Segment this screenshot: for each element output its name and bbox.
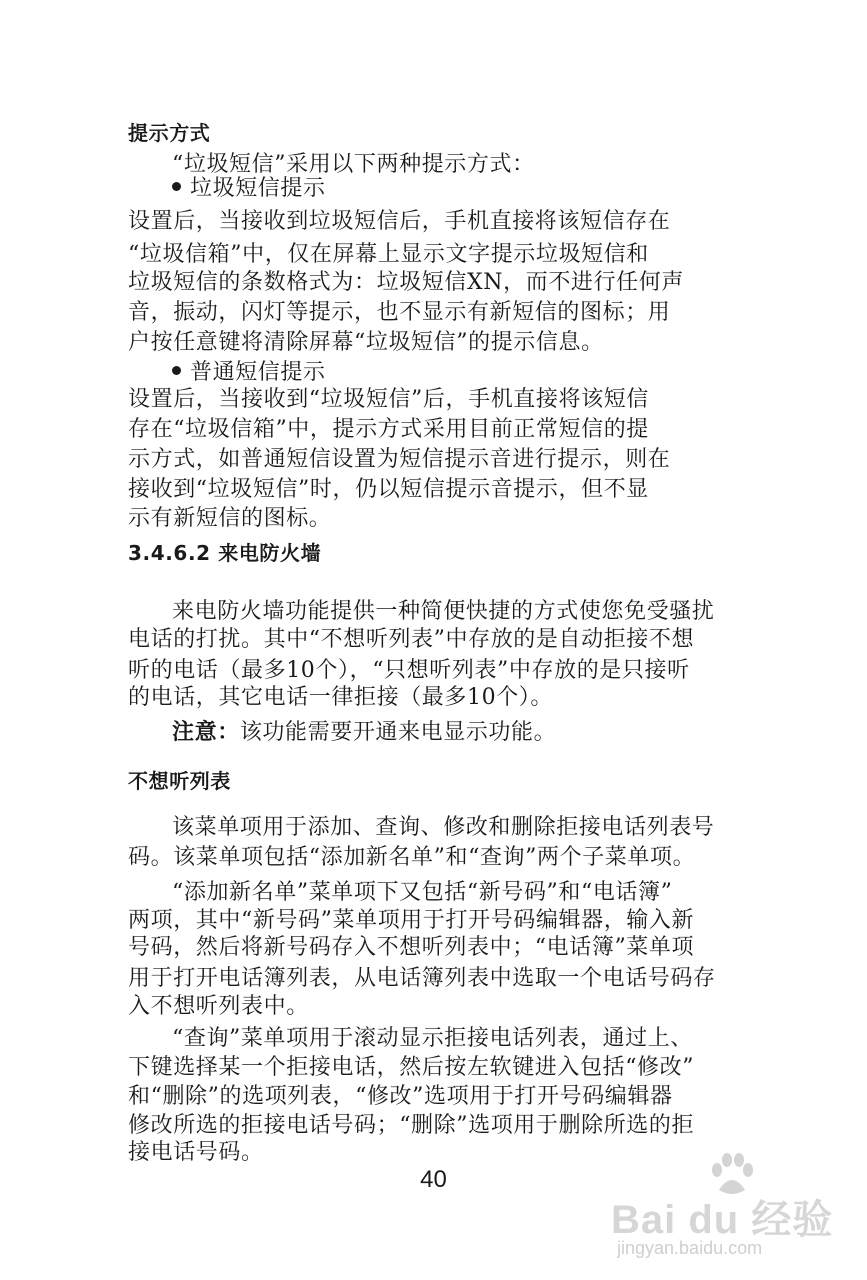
paragraph-line: 户按任意键将清除屏幕“垃圾短信”的提示信息。 (128, 330, 604, 355)
paragraph-line: 下键选择某一个拒接电话，然后按左软键进入包括“修改” (128, 1055, 695, 1080)
paragraph-line: “添加新名单”菜单项下又包括“新号码”和“电话簿” (172, 880, 673, 905)
paragraph-line: 听的电话（最多10个），“只想听列表”中存放的是只接听 (128, 658, 690, 683)
paragraph-line: 该菜单项用于添加、查询、修改和删除拒接电话列表号 (172, 815, 715, 840)
bullet-title: 普通短信提示 (190, 360, 326, 385)
bullet-title: 垃圾短信提示 (190, 176, 326, 201)
note (172, 716, 792, 750)
bullet-icon (172, 366, 181, 375)
section-heading-firewall: 3.4.6.2 来电防火墙 (128, 541, 322, 565)
paragraph-line: 修改所选的拒接电话号码；“删除”选项用于删除所选的拒 (128, 1113, 695, 1138)
paragraph-line: 垃圾短信的条数格式为：垃圾短信XN，而不进行任何声 (128, 270, 684, 295)
paragraph-line: 用于打开电话簿列表，从电话簿列表中选取一个电话号码存 (128, 966, 716, 991)
paragraph-line: 码。该菜单项包括“添加新名单”和“查询”两个子菜单项。 (128, 845, 696, 870)
note-label: 注意： (172, 720, 240, 745)
section-heading-blocklist: 不想听列表 (128, 769, 231, 793)
paragraph-line: 设置后，当接收到“垃圾短信”后，手机直接将该短信 (128, 387, 649, 412)
section-heading-prompt: 提示方式 (128, 121, 211, 145)
watermark (611, 1152, 834, 1262)
note-text: 该功能需要开通来电显示功能。 (239, 720, 557, 745)
paragraph-line: “垃圾信箱”中，仅在屏幕上显示文字提示垃圾短信和 (128, 242, 649, 267)
paragraph-line: 示有新短信的图标。 (128, 506, 332, 531)
paragraph-line: 设置后，当接收到垃圾短信后，手机直接将该短信存在 (128, 209, 671, 234)
paragraph-line: 接电话号码。 (128, 1140, 264, 1165)
paragraph-line: 接收到“垃圾短信”时，仍以短信提示音提示，但不显 (128, 477, 649, 502)
watermark-url: jingyan.baidu.com (617, 1238, 763, 1258)
paragraph-line: 示方式，如普通短信设置为短信提示音进行提示，则在 (128, 447, 671, 472)
paragraph-line: 来电防火墙功能提供一种简便快捷的方式使您免受骚扰 (172, 599, 715, 624)
paragraph-line: 和“删除”的选项列表，“修改”选项用于打开号码编辑器 (128, 1084, 673, 1109)
paragraph-line: 号码，然后将新号码存入不想听列表中；“电话簿”菜单项 (128, 935, 695, 960)
bullet-icon (172, 182, 181, 191)
watermark-brand: Bai du 经验 (611, 1198, 834, 1242)
page-number: 40 (420, 1166, 447, 1193)
paragraph-line: 存在“垃圾信箱”中，提示方式采用目前正常短信的提 (128, 417, 649, 442)
paragraph-line: 入不想听列表中。 (128, 994, 309, 1019)
paragraph-line: 电话的打扰。其中“不想听列表”中存放的是自动拒接不想 (128, 627, 695, 652)
paragraph-line: “查询”菜单项用于滚动显示拒接电话列表，通过上、 (172, 1026, 693, 1051)
paragraph-line: 音，振动，闪灯等提示，也不显示有新短信的图标；用 (128, 300, 671, 325)
paragraph-line: “垃圾短信”采用以下两种提示方式： (172, 152, 535, 177)
paragraph-line: 两项，其中“新号码”菜单项用于打开号码编辑器，输入新 (128, 908, 695, 933)
paragraph-line: 的电话，其它电话一律拒接（最多10个）。 (128, 685, 553, 710)
